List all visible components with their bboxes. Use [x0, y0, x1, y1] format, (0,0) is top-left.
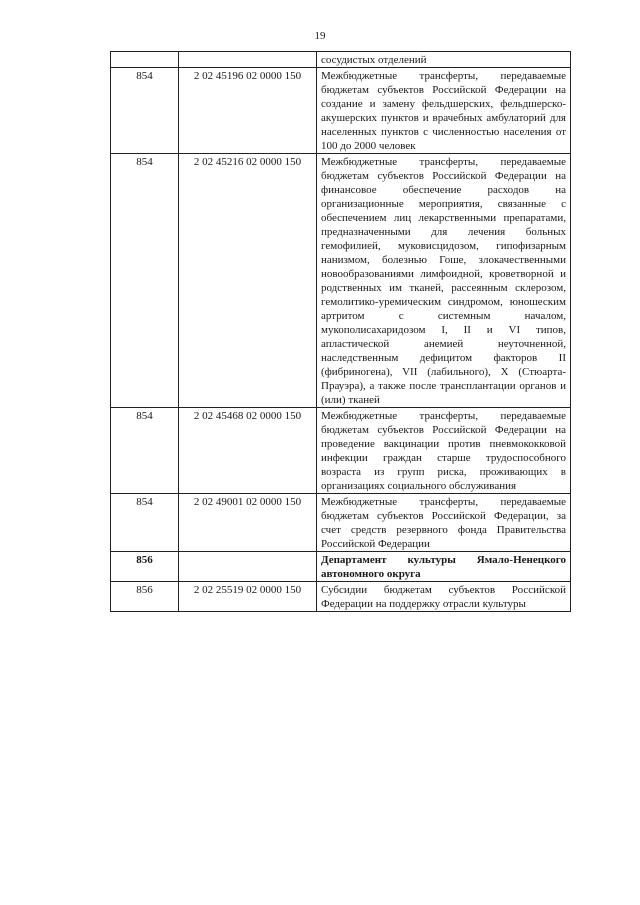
admin-code-cell: 856 [111, 552, 179, 582]
budget-revenue-table [110, 51, 571, 612]
income-code-cell: 2 02 45216 02 0000 150 [179, 154, 317, 408]
income-name-cell: Межбюджетные трансферты, передаваемые бюджетам субъектов Российской Федерации, за счет средств резервного фонда Правительства Российской Федерации [317, 494, 571, 552]
admin-code-cell: 854 [111, 408, 179, 494]
income-name-cell: Межбюджетные трансферты, передаваемые бюджетам субъектов Российской Федерации на финансовое обеспечение расходов на организационные мероприятия, связанные с обеспечением лиц лекарственными препаратами, предназначенными для лечения больных гемофилией, муковисцидозом, гипофизарным нанизмом, болезнью Гоше, злокачественными новообразованиями лимфоидной, кроветворной и родственных им тканей, рассеянным склерозом, гемолитико-уремическим синдромом, юношеским артритом с системным началом, мукополисахаридозом I, II и VI типов, апластической анемией неуточненной, наследственным дефицитом факторов II (фибриногена), VII (лабильного), X (Стюарта-Прауэра), а также после трансплантации органов и (или) тканей [317, 154, 571, 408]
income-code-cell [179, 552, 317, 582]
income-name-cell: сосудистых отделений [317, 52, 571, 68]
admin-code-cell: 854 [111, 68, 179, 154]
admin-code-cell [111, 52, 179, 68]
income-code-cell [179, 52, 317, 68]
admin-code-cell: 854 [111, 154, 179, 408]
table-row [111, 52, 571, 68]
table-row [111, 494, 571, 552]
table-row [111, 154, 571, 408]
table-row [111, 582, 571, 612]
table-row [111, 68, 571, 154]
income-code-cell: 2 02 49001 02 0000 150 [179, 494, 317, 552]
admin-code-cell: 856 [111, 582, 179, 612]
income-name-cell: Субсидии бюджетам субъектов Российской Федерации на поддержку отрасли культуры [317, 582, 571, 612]
department-header-row [111, 552, 571, 582]
department-name-cell: Департамент культуры Ямало-Ненецкого автономного округа [317, 552, 571, 582]
admin-code-cell: 854 [111, 494, 179, 552]
income-code-cell: 2 02 45196 02 0000 150 [179, 68, 317, 154]
table-row [111, 408, 571, 494]
income-code-cell: 2 02 25519 02 0000 150 [179, 582, 317, 612]
income-code-cell: 2 02 45468 02 0000 150 [179, 408, 317, 494]
page-number: 19 [314, 30, 326, 42]
income-name-cell: Межбюджетные трансферты, передаваемые бюджетам субъектов Российской Федерации на создание и замену фельдшерских, фельдшерско-акушерских пунктов и врачебных амбулаторий для населенных пунктов с численностью населения от 100 до 2000 человек [317, 68, 571, 154]
income-name-cell: Межбюджетные трансферты, передаваемые бюджетам субъектов Российской Федерации на проведение вакцинации против пневмококковой инфекции граждан старше трудоспособного возраста из групп риска, проживающих в организациях социального обслуживания [317, 408, 571, 494]
